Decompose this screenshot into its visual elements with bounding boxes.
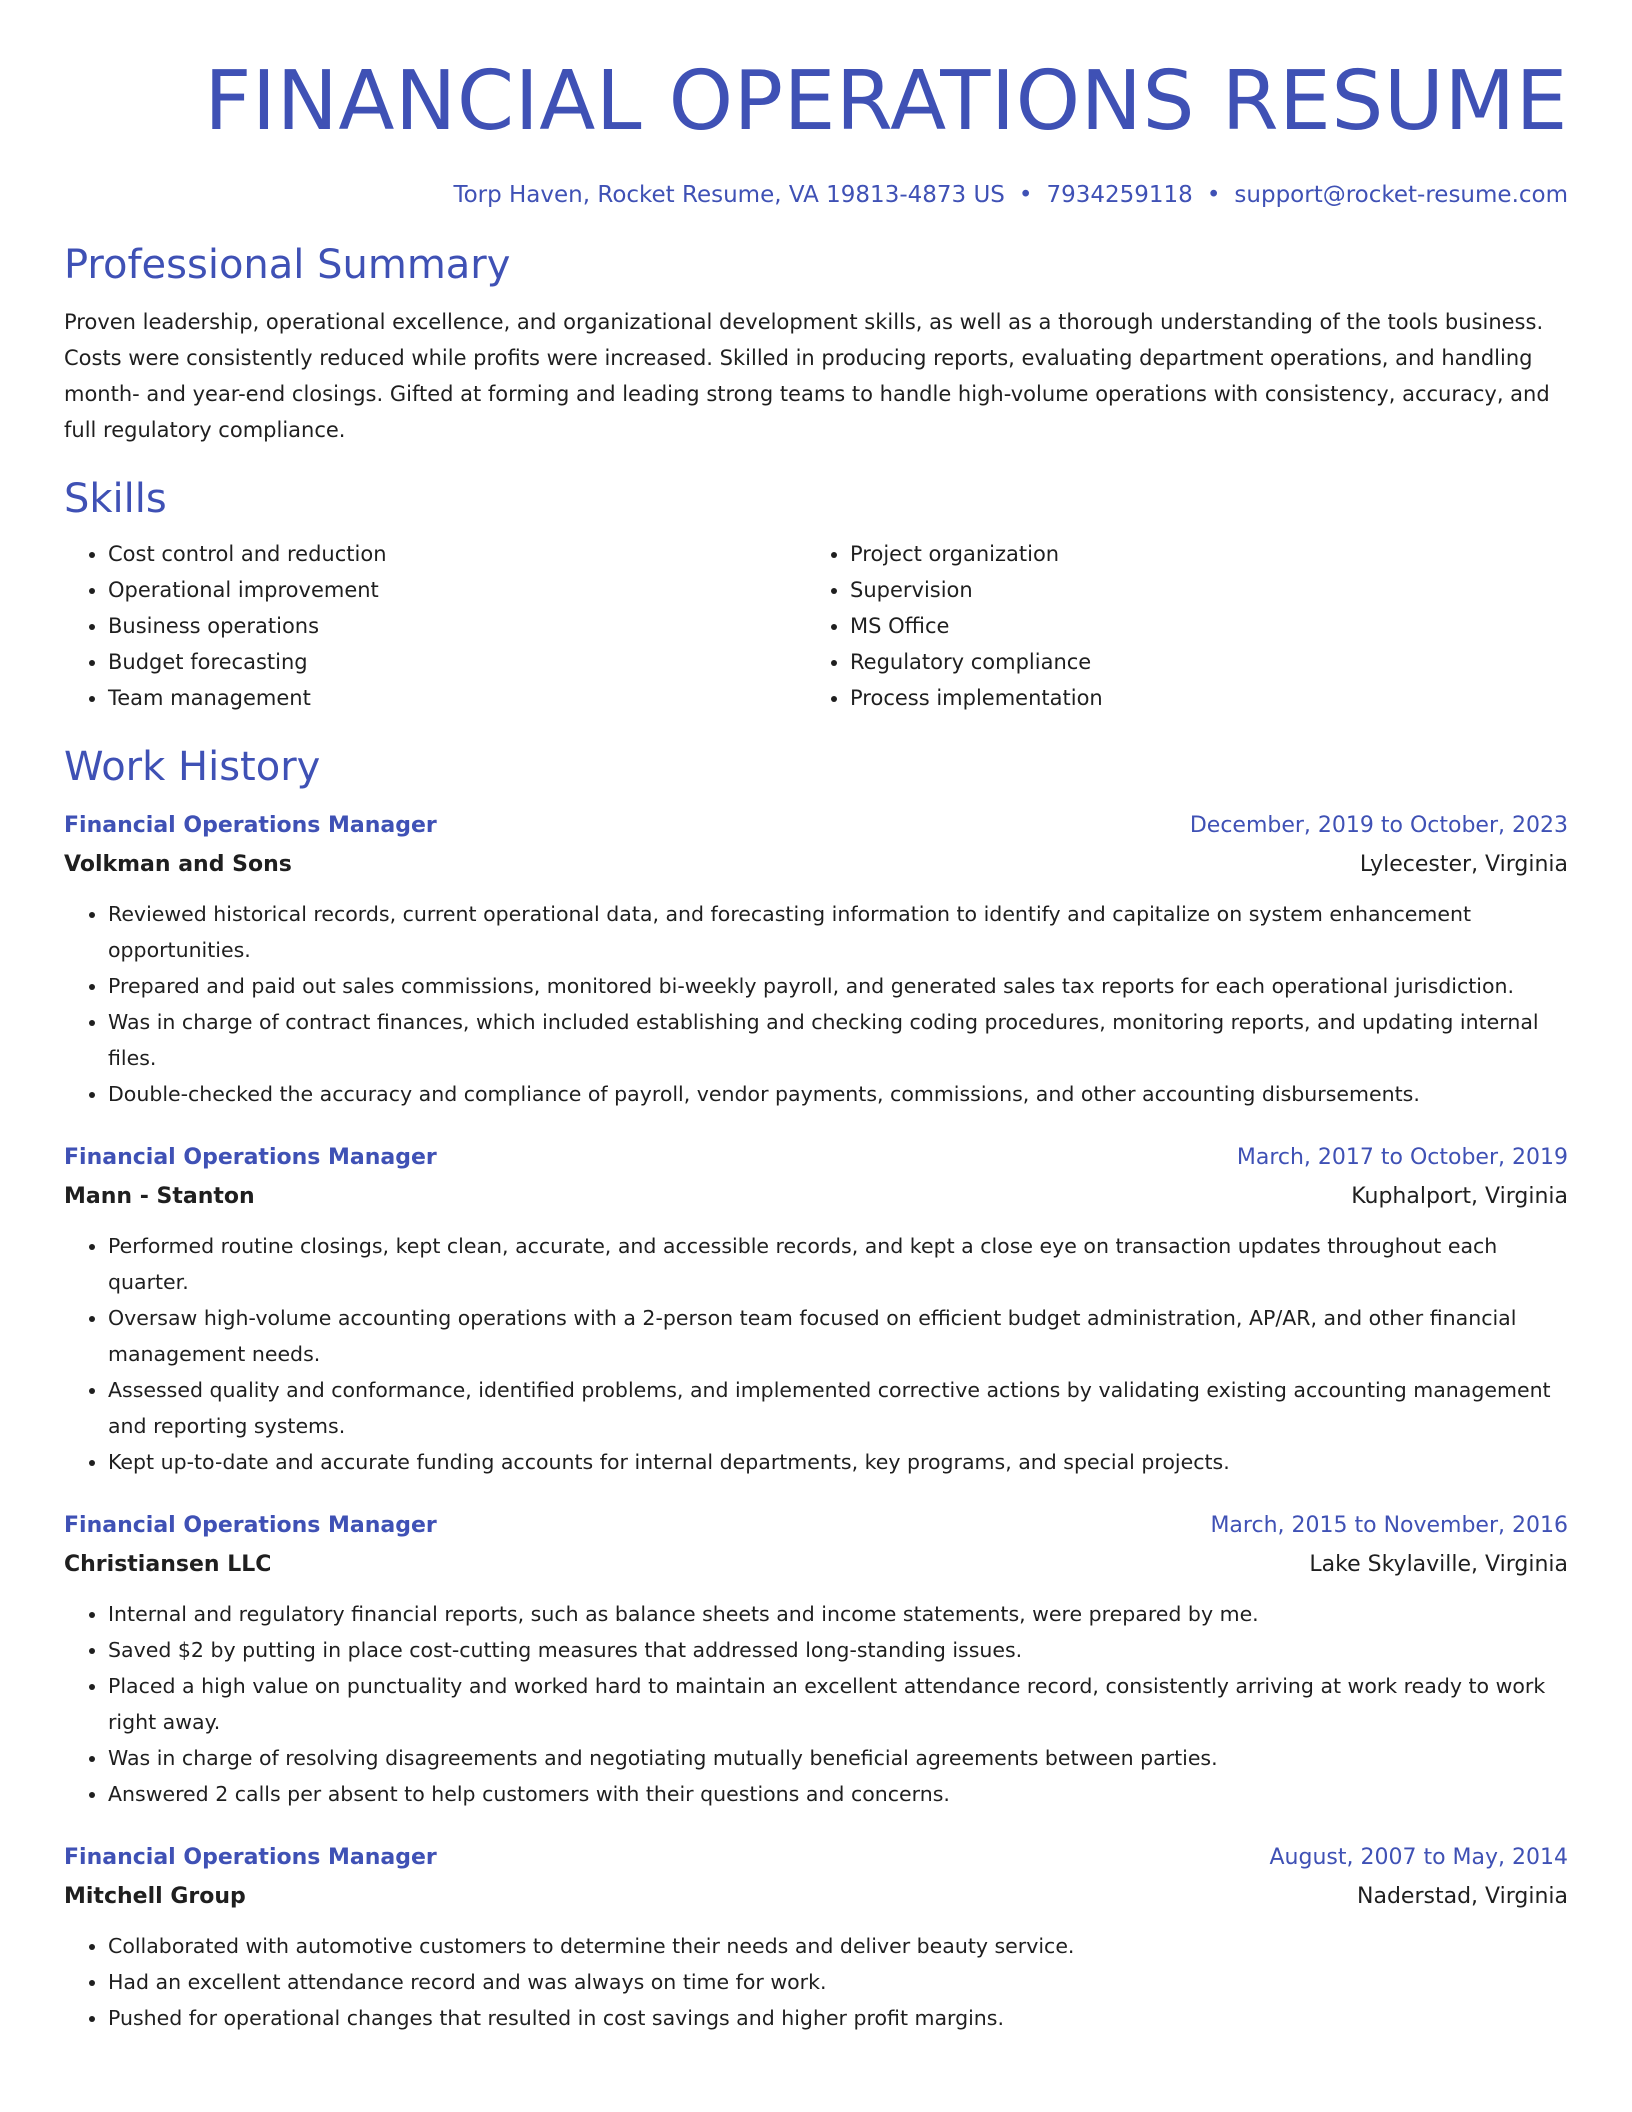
job-bullets [64,1596,1568,1812]
job-company: Christiansen LLC [64,1552,272,1577]
skill-item: • Project organization [850,536,1548,572]
job-bullet: • Was in charge of resolving disagreements and negotiating mutually beneficial agreements between parties. [108,1740,1568,1776]
contact-separator: • [1018,182,1033,208]
job-location: Naderstad, Virginia [1357,1884,1568,1909]
skill-item: • MS Office [850,608,1548,644]
job-company: Volkman and Sons [64,852,292,877]
job-location: Lake Skylaville, Virginia [1309,1552,1568,1577]
job-bullet: • Performed routine closings, kept clean, accurate, and accessible records, and kept a close eye on transaction updates throughout each quarter. [108,1228,1568,1300]
skills-heading: Skills [64,476,167,522]
job-bullet: • Was in charge of contract finances, which included establishing and checking coding procedures, monitoring reports, and updating internal files. [108,1004,1568,1076]
job-company: Mann - Stanton [64,1184,255,1209]
job-bullet: • Oversaw high-volume accounting operations with a 2-person team focused on efficient budget administration, AP/AR, and other financial management needs. [108,1300,1568,1372]
contact-address: Torp Haven, Rocket Resume, VA 19813-4873 US [453,182,1005,208]
job-company: Mitchell Group [64,1884,246,1909]
work-history-heading: Work History [64,744,321,790]
skills-list [64,536,1568,716]
summary-heading: Professional Summary [64,242,511,288]
job-entry [64,806,1568,1112]
job-title: Financial Operations Manager [64,1145,437,1170]
job-dates: March, 2015 to November, 2016 [1210,1513,1568,1538]
resume-page [64,0,1568,2036]
job-bullets [64,896,1568,1112]
job-bullet: • Assessed quality and conformance, identified problems, and implemented corrective actions by validating existing accounting management and reporting systems. [108,1372,1568,1444]
summary-text: Proven leadership, operational excellence, and organizational development skills, as well as a thorough understanding of the tools business. Costs were consistently reduced while profits were increased. Skilled in producing reports, evaluating department operations, and handling month- and year-end closings. Gifted at forming and leading strong teams to handle high-volume operations with consistency, accuracy, and full regulatory compliance. [64,310,1550,442]
contact-line [64,180,1568,210]
job-bullet: • Answered 2 calls per absent to help customers with their questions and concerns. [108,1776,1568,1812]
job-title: Financial Operations Manager [64,1513,437,1538]
job-location: Kuphalport, Virginia [1351,1184,1568,1209]
job-bullet: • Internal and regulatory financial reports, such as balance sheets and income statements, were prepared by me. [108,1596,1568,1632]
job-bullets [64,1228,1568,1480]
job-bullet: • Prepared and paid out sales commissions, monitored bi-weekly payroll, and generated sales tax reports for each operational jurisdiction. [108,968,1568,1004]
skill-item: • Regulatory compliance [850,644,1548,680]
resume-title: FINANCIAL OPERATIONS RESUME [204,54,1568,149]
contact-email: support@rocket-resume.com [1234,182,1568,208]
contact-phone: 7934259118 [1046,182,1193,208]
job-location: Lylecester, Virginia [1359,852,1568,877]
job-bullet: • Had an excellent attendance record and was always on time for work. [108,1964,1568,2000]
job-dates: August, 2007 to May, 2014 [1269,1845,1568,1870]
skills-column-left [64,536,806,716]
job-bullet: • Pushed for operational changes that resulted in cost savings and higher profit margins. [108,2000,1568,2036]
job-bullet: • Collaborated with automotive customers to determine their needs and deliver beauty service. [108,1928,1568,1964]
skill-item: • Team management [108,680,806,716]
job-bullet: • Reviewed historical records, current operational data, and forecasting information to identify and capitalize on system enhancement opportunities. [108,896,1568,968]
job-entry [64,1506,1568,1812]
skill-item: • Budget forecasting [108,644,806,680]
job-dates: March, 2017 to October, 2019 [1236,1145,1568,1170]
skill-item: • Business operations [108,608,806,644]
job-entry [64,1138,1568,1480]
job-bullets [64,1928,1568,2036]
job-bullet: • Saved $2 by putting in place cost-cutting measures that addressed long-standing issues. [108,1632,1568,1668]
job-bullet: • Kept up-to-date and accurate funding accounts for internal departments, key programs, and special projects. [108,1444,1568,1480]
skill-item: • Process implementation [850,680,1548,716]
contact-separator: • [1206,182,1221,208]
job-title: Financial Operations Manager [64,1845,437,1870]
skills-column-right [806,536,1548,716]
job-dates: December, 2019 to October, 2023 [1189,813,1568,838]
job-title: Financial Operations Manager [64,813,437,838]
skill-item: • Operational improvement [108,572,806,608]
skill-item: • Cost control and reduction [108,536,806,572]
skill-item: • Supervision [850,572,1548,608]
job-bullet: • Placed a high value on punctuality and worked hard to maintain an excellent attendance record, consistently arriving at work ready to work right away. [108,1668,1568,1740]
job-bullet: • Double-checked the accuracy and compliance of payroll, vendor payments, commissions, and other accounting disbursements. [108,1076,1568,1112]
job-entry [64,1838,1568,2036]
